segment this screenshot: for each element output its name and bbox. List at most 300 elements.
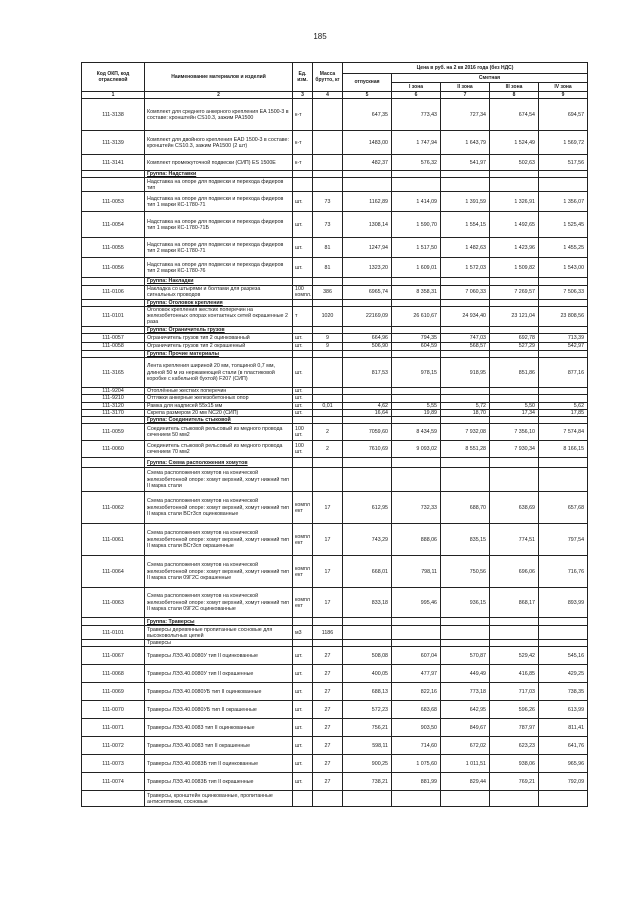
blank-cell bbox=[82, 351, 145, 358]
zone-price-cell bbox=[490, 626, 539, 640]
zone-price-cell: 8 358,31 bbox=[392, 285, 441, 299]
blank-cell bbox=[293, 351, 313, 358]
mass-cell bbox=[313, 155, 343, 171]
sale-price-cell: 756,21 bbox=[343, 719, 392, 737]
blank-cell bbox=[539, 326, 588, 333]
unit-cell: к-т bbox=[293, 155, 313, 171]
name-cell: Траверсы ЛЭЗ.40.0083Б тип II оцинкованные bbox=[145, 755, 293, 773]
blank-cell bbox=[392, 351, 441, 358]
name-cell: Накладка со штырями и болтами для разреза сигнальных проводов bbox=[145, 285, 293, 299]
blank-cell bbox=[293, 468, 313, 492]
blank-cell bbox=[293, 791, 313, 807]
blank-cell bbox=[392, 171, 441, 178]
subheader-row bbox=[82, 468, 588, 492]
blank-cell bbox=[343, 618, 392, 626]
table-row bbox=[82, 773, 588, 791]
unit-cell: шт. bbox=[293, 737, 313, 755]
code-cell: 111-0057 bbox=[82, 334, 145, 343]
blank-cell bbox=[441, 417, 490, 424]
page-number: 185 bbox=[313, 32, 327, 41]
table-row bbox=[82, 588, 588, 618]
zone-price-cell: 1 643,79 bbox=[441, 131, 490, 155]
unit-cell: компл ект bbox=[293, 556, 313, 588]
mass-cell bbox=[313, 388, 343, 395]
blank-cell bbox=[313, 468, 343, 492]
blank-cell bbox=[313, 278, 343, 285]
table-row bbox=[82, 334, 588, 343]
zone-price-cell bbox=[441, 395, 490, 402]
sale-price-cell: 817,53 bbox=[343, 358, 392, 388]
mass-cell: 17 bbox=[313, 556, 343, 588]
mass-cell: 81 bbox=[313, 258, 343, 278]
table-row bbox=[82, 737, 588, 755]
zone-price-cell: 1 414,09 bbox=[392, 192, 441, 212]
blank-cell bbox=[441, 468, 490, 492]
zone-price-cell: 641,76 bbox=[539, 737, 588, 755]
zone-price-cell: 1 492,65 bbox=[490, 212, 539, 238]
zone-price-cell: 1 011,51 bbox=[441, 755, 490, 773]
col-number: 4 bbox=[313, 92, 343, 99]
sale-price-cell: 482,37 bbox=[343, 155, 392, 171]
blank-cell bbox=[293, 458, 313, 468]
mass-cell bbox=[313, 395, 343, 402]
zone-price-cell: 773,43 bbox=[392, 99, 441, 131]
table-row bbox=[82, 343, 588, 351]
code-cell: 111-0054 bbox=[82, 212, 145, 238]
code-cell: 111-0101 bbox=[82, 306, 145, 326]
zone-price-cell: 978,15 bbox=[392, 358, 441, 388]
zone-price-cell: 714,60 bbox=[392, 737, 441, 755]
zone-price-cell: 607,04 bbox=[392, 647, 441, 665]
group-name: Группа: Прочие материалы bbox=[145, 351, 293, 358]
blank-cell bbox=[490, 278, 539, 285]
zone-price-cell: 623,23 bbox=[490, 737, 539, 755]
blank-cell bbox=[392, 618, 441, 626]
zone-price-cell: 1 391,59 bbox=[441, 192, 490, 212]
zone-price-cell bbox=[392, 626, 441, 640]
subheader-row bbox=[82, 791, 588, 807]
zone-price-cell: 674,54 bbox=[490, 99, 539, 131]
name-cell: Комплект для двойного крепления EAD 1500-3 в составе: кронштейн CS10.3, зажим PA1500 (2 шт) bbox=[145, 131, 293, 155]
mass-cell: 9 bbox=[313, 343, 343, 351]
code-cell: 111-0056 bbox=[82, 258, 145, 278]
zone-price-cell: 1 554,15 bbox=[441, 212, 490, 238]
unit-cell: шт. bbox=[293, 719, 313, 737]
table-row bbox=[82, 701, 588, 719]
zone-price-cell: 23 121,04 bbox=[490, 306, 539, 326]
name-cell: Траверсы ЛЭЗ.40.0080У тип II окрашенные bbox=[145, 665, 293, 683]
blank-cell bbox=[343, 417, 392, 424]
sale-price-cell: 738,21 bbox=[343, 773, 392, 791]
blank-cell bbox=[441, 171, 490, 178]
blank-cell bbox=[313, 458, 343, 468]
blank-cell bbox=[539, 278, 588, 285]
name-cell: Траверсы ЛЭЗ.40.0080УБ тип II окрашенные bbox=[145, 701, 293, 719]
code-cell: 111-0072 bbox=[82, 737, 145, 755]
name-cell: Комплект промежуточной подвески (СИП) ES 1500E bbox=[145, 155, 293, 171]
zone-price-cell bbox=[392, 395, 441, 402]
zone-price-cell: 7 060,33 bbox=[441, 285, 490, 299]
mass-cell: 73 bbox=[313, 192, 343, 212]
zone-price-cell: 5,62 bbox=[539, 402, 588, 409]
blank-cell bbox=[293, 326, 313, 333]
blank-cell bbox=[392, 299, 441, 306]
blank-cell bbox=[313, 171, 343, 178]
zone-price-cell: 798,11 bbox=[392, 556, 441, 588]
code-cell: 111-0064 bbox=[82, 556, 145, 588]
blank-cell bbox=[343, 458, 392, 468]
table-row bbox=[82, 358, 588, 388]
table-row bbox=[82, 755, 588, 773]
zone-price-cell: 750,56 bbox=[441, 556, 490, 588]
mass-cell: 27 bbox=[313, 719, 343, 737]
mass-cell: 9 bbox=[313, 334, 343, 343]
blank-cell bbox=[343, 171, 392, 178]
blank-cell bbox=[343, 791, 392, 807]
table-row bbox=[82, 556, 588, 588]
sale-price-cell: 1308,14 bbox=[343, 212, 392, 238]
blank-cell bbox=[82, 299, 145, 306]
unit-cell: шт. bbox=[293, 212, 313, 238]
zone-price-cell: 8 166,15 bbox=[539, 441, 588, 458]
blank-cell bbox=[313, 299, 343, 306]
unit-cell: шт. bbox=[293, 238, 313, 258]
sale-price-cell: 508,08 bbox=[343, 647, 392, 665]
zone-price-cell: 1 509,82 bbox=[490, 258, 539, 278]
zone-price-cell: 449,49 bbox=[441, 665, 490, 683]
unit-cell: шт. bbox=[293, 358, 313, 388]
zone-price-cell: 888,06 bbox=[392, 524, 441, 556]
code-cell: 111-0055 bbox=[82, 238, 145, 258]
name-cell: Траверсы деревянные пропитанные сосновые для высоковольтных цепей bbox=[145, 626, 293, 640]
header-estimate: Сметная bbox=[392, 74, 588, 83]
mass-cell: 17 bbox=[313, 524, 343, 556]
blank-cell bbox=[82, 171, 145, 178]
code-cell: 111-0074 bbox=[82, 773, 145, 791]
zone-price-cell: 477,97 bbox=[392, 665, 441, 683]
code-cell: 111-0060 bbox=[82, 441, 145, 458]
sale-price-cell bbox=[343, 626, 392, 640]
table-row bbox=[82, 683, 588, 701]
unit-cell: шт. bbox=[293, 683, 313, 701]
zone-price-cell: 868,17 bbox=[490, 588, 539, 618]
zone-price-cell: 23 808,56 bbox=[539, 306, 588, 326]
mass-cell: 73 bbox=[313, 212, 343, 238]
zone-price-cell: 17,85 bbox=[539, 409, 588, 416]
zone-price-cell: 604,59 bbox=[392, 343, 441, 351]
blank-cell bbox=[441, 278, 490, 285]
zone-price-cell: 429,25 bbox=[539, 665, 588, 683]
blank-cell bbox=[490, 417, 539, 424]
zone-price-cell: 713,39 bbox=[539, 334, 588, 343]
unit-cell: шт. bbox=[293, 409, 313, 416]
zone-price-cell: 1 609,01 bbox=[392, 258, 441, 278]
zone-price-cell: 732,33 bbox=[392, 492, 441, 524]
table-row bbox=[82, 409, 588, 416]
blank-cell bbox=[82, 417, 145, 424]
blank-cell bbox=[313, 351, 343, 358]
header-unit: Ед. изм. bbox=[293, 63, 313, 92]
code-cell: 111-3170 bbox=[82, 409, 145, 416]
zone-price-cell: 7 506,33 bbox=[539, 285, 588, 299]
sale-price-cell: 1483,00 bbox=[343, 131, 392, 155]
zone-price-cell: 1 747,94 bbox=[392, 131, 441, 155]
sale-price-cell: 598,11 bbox=[343, 737, 392, 755]
unit-cell: к-т bbox=[293, 99, 313, 131]
zone-price-cell bbox=[539, 388, 588, 395]
blank-cell bbox=[82, 640, 145, 647]
blank-cell bbox=[490, 326, 539, 333]
blank-cell bbox=[392, 468, 441, 492]
zone-price-cell: 1 075,60 bbox=[392, 755, 441, 773]
code-cell: 111-0061 bbox=[82, 524, 145, 556]
mass-cell: 27 bbox=[313, 701, 343, 719]
code-cell: 111-0053 bbox=[82, 192, 145, 212]
zone-price-cell: 688,70 bbox=[441, 492, 490, 524]
table-row bbox=[82, 626, 588, 640]
zone-price-cell: 918,95 bbox=[441, 358, 490, 388]
blank-cell bbox=[392, 326, 441, 333]
code-cell: 111-3120 bbox=[82, 402, 145, 409]
code-cell: 111-0062 bbox=[82, 492, 145, 524]
group-header-row bbox=[82, 618, 588, 626]
name-cell: Надставка на опоре для подвески и перехода фидеров тип 2 марки КС-1780-71 bbox=[145, 238, 293, 258]
table-row bbox=[82, 665, 588, 683]
zone-price-cell: 773,18 bbox=[441, 683, 490, 701]
sale-price-cell: 1162,89 bbox=[343, 192, 392, 212]
table-row bbox=[82, 155, 588, 171]
code-cell: 111-0067 bbox=[82, 647, 145, 665]
zone-price-cell: 17,34 bbox=[490, 409, 539, 416]
zone-price-cell: 1 525,45 bbox=[539, 212, 588, 238]
mass-cell: 81 bbox=[313, 238, 343, 258]
col-number: 7 bbox=[441, 92, 490, 99]
group-header-row bbox=[82, 351, 588, 358]
table-row bbox=[82, 388, 588, 395]
zone-price-cell: 716,76 bbox=[539, 556, 588, 588]
mass-cell: 27 bbox=[313, 647, 343, 665]
zone-price-cell bbox=[441, 626, 490, 640]
zone-price-cell: 529,42 bbox=[490, 647, 539, 665]
blank-cell bbox=[343, 278, 392, 285]
name-cell: Траверсы ЛЭЗ.40.0080УБ тип II оцинкованные bbox=[145, 683, 293, 701]
zone-price-cell: 683,68 bbox=[392, 701, 441, 719]
zone-price-cell: 1 517,50 bbox=[392, 238, 441, 258]
blank-cell bbox=[490, 178, 539, 192]
blank-cell bbox=[82, 278, 145, 285]
name-cell: Отоплённые жестких поперечин bbox=[145, 388, 293, 395]
mass-cell: 27 bbox=[313, 683, 343, 701]
zone-price-cell: 1 356,07 bbox=[539, 192, 588, 212]
zone-price-cell: 26 610,67 bbox=[392, 306, 441, 326]
table-row bbox=[82, 192, 588, 212]
zone-price-cell: 542,97 bbox=[539, 343, 588, 351]
blank-cell bbox=[539, 458, 588, 468]
table-body bbox=[82, 99, 588, 807]
group-name: Надставка на опоре для подвески и перехода фидеров тип bbox=[145, 178, 293, 192]
unit-cell: шт. bbox=[293, 773, 313, 791]
group-header-row bbox=[82, 171, 588, 178]
name-cell: Схема расположения хомутов на конической железобетонной опоре: хомут верхний, хомут нижний тип II марка стали 09Г2С окрашенные bbox=[145, 556, 293, 588]
zone-price-cell: 613,99 bbox=[539, 701, 588, 719]
table-row bbox=[82, 395, 588, 402]
code-cell: 111-0071 bbox=[82, 719, 145, 737]
name-cell: Траверсы ЛЭЗ.40.0083Б тип II окрашенные bbox=[145, 773, 293, 791]
blank-cell bbox=[490, 640, 539, 647]
unit-cell: шт. bbox=[293, 402, 313, 409]
blank-cell bbox=[441, 351, 490, 358]
unit-cell: к-т bbox=[293, 131, 313, 155]
unit-cell: компл ект bbox=[293, 588, 313, 618]
zone-price-cell: 787,97 bbox=[490, 719, 539, 737]
name-cell: Надставка на опоре для подвески и перехода фидеров тип 2 марки КС-1780-76 bbox=[145, 258, 293, 278]
mass-cell: 1020 bbox=[313, 306, 343, 326]
sale-price-cell: 16,64 bbox=[343, 409, 392, 416]
group-header-row bbox=[82, 458, 588, 468]
blank-cell bbox=[343, 351, 392, 358]
sale-price-cell: 1323,20 bbox=[343, 258, 392, 278]
zone-price-cell: 1 326,91 bbox=[490, 192, 539, 212]
sale-price-cell: 22169,09 bbox=[343, 306, 392, 326]
zone-price-cell: 5,72 bbox=[441, 402, 490, 409]
blank-cell bbox=[343, 326, 392, 333]
table-row bbox=[82, 99, 588, 131]
blank-cell bbox=[293, 640, 313, 647]
zone-price-cell: 527,29 bbox=[490, 343, 539, 351]
blank-cell bbox=[441, 618, 490, 626]
zone-price-cell: 829,44 bbox=[441, 773, 490, 791]
zone-price-cell: 7 930,34 bbox=[490, 441, 539, 458]
group-name: Группа: Соединитель стыковой bbox=[145, 417, 293, 424]
blank-cell bbox=[313, 618, 343, 626]
header-price: Цена в руб. на 2 кв 2016 года (без НДС) bbox=[343, 63, 588, 74]
sale-price-cell: 664,96 bbox=[343, 334, 392, 343]
group-header-row bbox=[82, 326, 588, 333]
blank-cell bbox=[539, 351, 588, 358]
unit-cell: шт. bbox=[293, 395, 313, 402]
blank-cell bbox=[82, 178, 145, 192]
zone-price-cell: 8 434,59 bbox=[392, 424, 441, 441]
zone-price-cell: 657,68 bbox=[539, 492, 588, 524]
blank-cell bbox=[293, 178, 313, 192]
price-table bbox=[81, 62, 588, 807]
blank-cell bbox=[441, 299, 490, 306]
blank-cell bbox=[539, 417, 588, 424]
blank-cell bbox=[343, 178, 392, 192]
blank-cell bbox=[392, 417, 441, 424]
code-cell: 111-3139 bbox=[82, 131, 145, 155]
group-header-row bbox=[82, 417, 588, 424]
blank-cell bbox=[293, 299, 313, 306]
col-number: 6 bbox=[392, 92, 441, 99]
zone-price-cell: 936,15 bbox=[441, 588, 490, 618]
name-cell: Ограничитель грузов тип 2 окрашенный bbox=[145, 343, 293, 351]
code-cell: 111-9210 bbox=[82, 395, 145, 402]
zone-price-cell: 835,15 bbox=[441, 524, 490, 556]
zone-price-cell bbox=[490, 395, 539, 402]
group-name: Группа: Оголовок крепления bbox=[145, 299, 293, 306]
blank-cell bbox=[82, 791, 145, 807]
zone-price-cell: 1 572,03 bbox=[441, 258, 490, 278]
header-code: Код ОКП, код отраслевой bbox=[82, 63, 145, 92]
group-name: Группа: Надставки bbox=[145, 171, 293, 178]
blank-cell bbox=[539, 178, 588, 192]
blank-cell bbox=[293, 171, 313, 178]
zone-price-cell: 18,70 bbox=[441, 409, 490, 416]
table-row bbox=[82, 524, 588, 556]
mass-cell: 27 bbox=[313, 665, 343, 683]
mass-cell: 0,01 bbox=[313, 402, 343, 409]
sale-price-cell: 688,13 bbox=[343, 683, 392, 701]
sale-price-cell: 4,62 bbox=[343, 402, 392, 409]
zone-price-cell: 576,32 bbox=[392, 155, 441, 171]
mass-cell: 17 bbox=[313, 588, 343, 618]
zone-price-cell: 1 455,25 bbox=[539, 238, 588, 258]
zone-price-cell: 7 574,84 bbox=[539, 424, 588, 441]
code-cell: 111-3141 bbox=[82, 155, 145, 171]
group-header-row bbox=[82, 299, 588, 306]
zone-price-cell: 1 482,63 bbox=[441, 238, 490, 258]
header-sale: отпускная bbox=[343, 74, 392, 92]
name-cell: Надставка на опоре для подвески и перехода фидеров тип 1 марки КС-1780-71 bbox=[145, 192, 293, 212]
mass-cell: 2 bbox=[313, 441, 343, 458]
zone-price-cell bbox=[441, 388, 490, 395]
name-cell: Соединитель стыковой рельсовый из медного провода сечением 70 мм2 bbox=[145, 441, 293, 458]
zone-price-cell: 1 423,96 bbox=[490, 238, 539, 258]
zone-price-cell: 696,06 bbox=[490, 556, 539, 588]
col-number: 8 bbox=[490, 92, 539, 99]
table-row bbox=[82, 306, 588, 326]
blank-cell bbox=[392, 178, 441, 192]
zone-price-cell: 995,46 bbox=[392, 588, 441, 618]
name-cell: Соединитель стыковой рельсовый из медного провода сечением 50 мм2 bbox=[145, 424, 293, 441]
zone-price-cell: 881,99 bbox=[392, 773, 441, 791]
sale-price-cell: 612,95 bbox=[343, 492, 392, 524]
name-cell: Надставка на опоре для подвески и перехода фидеров тип 1 марки КС-1780-71Б bbox=[145, 212, 293, 238]
code-cell: 111-0059 bbox=[82, 424, 145, 441]
zone-price-cell: 596,26 bbox=[490, 701, 539, 719]
blank-cell bbox=[392, 791, 441, 807]
zone-price-cell: 570,87 bbox=[441, 647, 490, 665]
name-cell: Схема расположения хомутов на конической железобетонной опоре: хомут верхний, хомут нижний тип II марка стали ВСт3сп окрашенные bbox=[145, 524, 293, 556]
unit-cell: шт. bbox=[293, 665, 313, 683]
blank-cell bbox=[313, 640, 343, 647]
mass-cell bbox=[313, 99, 343, 131]
zone-price-cell: 717,03 bbox=[490, 683, 539, 701]
name-cell: Оттяжки анкерные железобетонных опор bbox=[145, 395, 293, 402]
code-cell: 111-0068 bbox=[82, 665, 145, 683]
blank-cell bbox=[490, 468, 539, 492]
zone-price-cell: 638,69 bbox=[490, 492, 539, 524]
table-row bbox=[82, 258, 588, 278]
zone-price-cell: 747,03 bbox=[441, 334, 490, 343]
unit-cell: м3 bbox=[293, 626, 313, 640]
sale-price-cell: 668,01 bbox=[343, 556, 392, 588]
sale-price-cell: 7610,69 bbox=[343, 441, 392, 458]
blank-cell bbox=[293, 278, 313, 285]
table-row bbox=[82, 719, 588, 737]
zone-price-cell: 5,55 bbox=[392, 402, 441, 409]
col-number: 5 bbox=[343, 92, 392, 99]
header-name: Наименование материалов и изделий bbox=[145, 63, 293, 92]
sale-price-cell: 400,05 bbox=[343, 665, 392, 683]
unit-cell: компл ект bbox=[293, 524, 313, 556]
table-row bbox=[82, 131, 588, 155]
unit-cell: шт. bbox=[293, 192, 313, 212]
blank-cell bbox=[539, 171, 588, 178]
unit-cell: шт. bbox=[293, 647, 313, 665]
blank-cell bbox=[490, 791, 539, 807]
